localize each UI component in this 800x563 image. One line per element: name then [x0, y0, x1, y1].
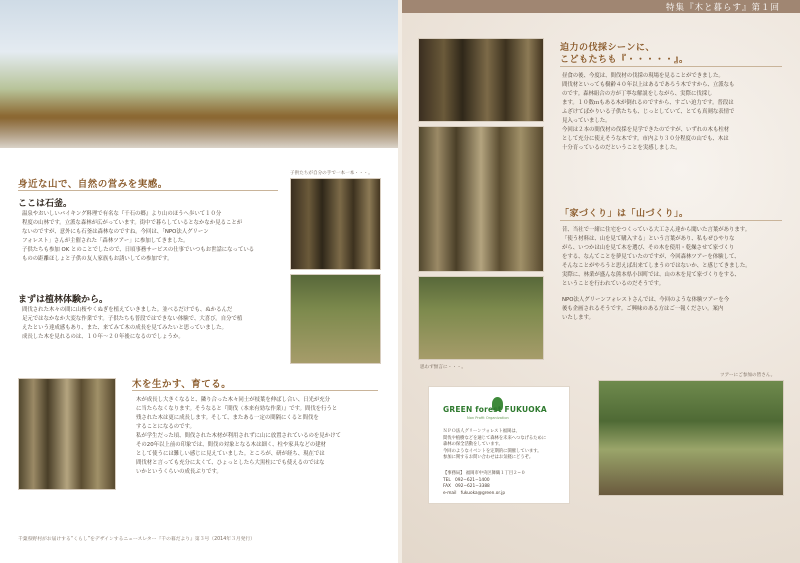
logging-photo-1	[418, 38, 544, 122]
right-section2-rule	[560, 220, 782, 221]
caption-mid: 思わず無言に・・・。	[420, 365, 466, 370]
right-section1-heading-1: 迫力の伐採シーンに、	[560, 43, 655, 53]
section1-heading: 身近な山で、自然の営みを実感。	[18, 179, 168, 190]
section1-sub1: ここは石釜。	[18, 199, 73, 209]
section2-para: 木が成長し大きくなると、隣り合った木々同士が枝葉を伸ばし合い、日光が充分 に当たらなくなります。そうなると『間伐（本来有効な作業）』です。間伐を行うと 残された木は更に成長します。そして、またある一定の間隔にくると間伐を することになるのです。 私が学生だった頃、間伐された木材が利用されずに山に放置されているのを見かけて その20年以上前の印象では、間伐の対象となる木は細く、柱や家具などの建材 として使うには難しい感じに見えていました。ところが、研が経ち、現在では 間伐材と言っても充分に太くて、ひょっとしたら大黒柱にでも使えるのではな いかというくらいの成長ぶりです。	[136, 397, 341, 475]
section1-rule	[18, 190, 278, 191]
logging-photo-2	[418, 126, 544, 272]
npo-logo-sub: Non Profit Organization	[467, 416, 509, 420]
section2-rule	[132, 390, 378, 391]
npo-logo-name: GREEN forest FUKUOKA	[443, 405, 547, 414]
right-section1-rule	[560, 66, 782, 67]
right-section2-heading: 「家づくり」は「山づくり」。	[560, 209, 689, 219]
section2-heading: 木を生かす、育てる。	[132, 379, 232, 390]
forest-group-photo	[18, 378, 116, 490]
caption-top: 子供たちが自分の手で一本一本・・・。	[290, 171, 373, 176]
npo-contact: 【事務局】 福岡市中央区舞鶴１丁目２−０ TEL 092−621−1400 FAX 092−621−3388 e-mail fukuoka@green.or.jp	[443, 471, 526, 496]
section1-para2: 間伐された木々の間に山桜やくぬぎを植えていきました。並べるだけでも、ぬかるんだ 足元ではなかなか大変な作業です。子供たちも普段ではできない体験で、大喜び。自分で植 えたという達成感もあり、また、来てみて木の成長を見てみたいと思っていました。 成長した木を見れるのは、１０年〜２０年後になるのでしょうか。	[22, 307, 243, 340]
right-section2-para: 昔、当社で一緒に住宅をつくっている大工さん達から聞いた言葉があります。 「使う材料は、山を見て購入する」という言葉があり、私もぜひやりな がら、いつかは山を見て木を選び、その木を使用・乾燥させて家づくり をする、なんてことを夢見ていたのですが、今回森林ツアーを体験して、 そんなことがやろうと思えば出来てしまうのではないか、と感じてきました。 実際に、林業が盛んな熊本県小国町では、山の木を見て家づくりをする、 ということを行われているのだそうです。 NPO法人グリーンフォレストさんでは、今回のような体験ツアーを今 後も企画されるそうです。ご興味のある方はご一報ください。案内 いたします。	[562, 227, 751, 321]
left-page	[0, 0, 398, 563]
caption-bottom: ツアーにご参加の皆さん。	[720, 373, 776, 378]
section1-para1: 温泉やおいしいバイキング料理で有名な『千石の郷』より山のほうへ歩いて１０分 程度の山林です。立派な森林が広がっています。街中で暮らしているとなかなか見ることが ないのですが、意外にも石釜は森林なのですね。今回は、「NPO法人グリーン フォレスト」さんが主催された「森林ツアー」に参加してきました。 子供たちも参加 OK とのことでしたので、日頃事務サービスの仕事でいつもお世話になっている ものの距離ほしょと子供の友人家族もお誘いしての参加です。	[22, 211, 255, 262]
series-title: 特集『木と暮らす』第１回	[665, 3, 780, 13]
newsletter-footer: 千葉県野村がお届けする“くらし”をデザインするニュースレター『千の暮だより』第３号（2014年３月発行）	[18, 537, 256, 542]
section1-sub2: まずは植林体験から。	[18, 295, 109, 305]
planting-photo-1	[290, 178, 381, 270]
right-section1-para: 昼食の後、今度は、間伐材の伐採の現場を見ることができました。 間伐材といっても樹齢４０年以上はあるであろう木ですから、立派なも のです。森林組合の方が丁寧な解説をしながら、実際に伐採し ます。１０数ｍもある木が倒れるのですから、すごい迫力です。普段は ふざけてばかりいる子供たちも、じっとしていて、とても真剣な表情で 見入っていました。 今回は２本の間伐材の伐採を見学できたのですが、いずれの木も柱材 として充分に使えそうな木です。市内より３０分程度の山でも、木は 十分育っているのだということを実感しました。	[562, 73, 735, 151]
right-page	[402, 0, 800, 563]
tour-group-photo	[598, 380, 784, 496]
logging-photo-3	[418, 276, 544, 360]
landscape-fade	[0, 118, 398, 158]
feature-banner	[402, 0, 800, 13]
right-section1-heading-2: こどもたちも『・・・・・』。	[560, 55, 689, 65]
npo-description: ＮＰＯ法人グリーンフォレスト福岡は、 間伐や植樹などを通じて森林を未来へつなげるために 森林の保全活動をしています。 今回のようなイベントを定期的に開催しています。 参加に関するお問い合わせはお気軽にどうぞ。	[443, 429, 547, 460]
planting-photo-2	[290, 274, 381, 364]
npo-info-box	[428, 386, 570, 504]
